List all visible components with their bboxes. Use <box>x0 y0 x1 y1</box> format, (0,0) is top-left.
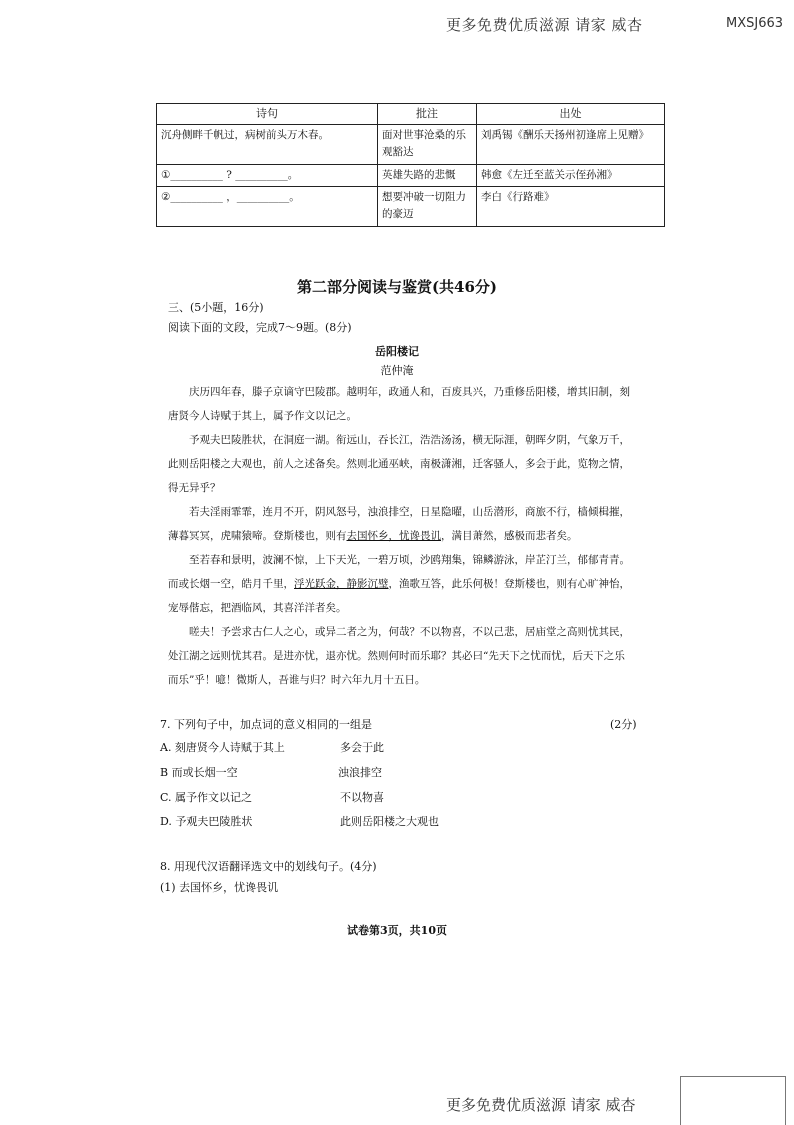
table-header-row <box>157 104 665 125</box>
option-a-right: 多会于此 <box>340 741 384 754</box>
paragraph: 予观夫巴陵胜状，在洞庭一湖。衔远山，吞长江，浩浩汤汤，横无际涯，朝晖夕阴，气象万千，此则岳阳楼之大观也，前人之述备矣。然则北通巫峡，南极潇湘，迁客骚人，多会于此，览物之情，得无异乎？ <box>168 434 630 494</box>
section-heading: 三、(5小题，16分) <box>168 301 264 314</box>
q8-stem: 8. 用现代汉语翻译选文中的划线句子。(4分) <box>160 860 377 873</box>
table-cell: 面对世事沧桑的乐观豁达 <box>378 125 477 165</box>
option-a: A. 刻唐贤今人诗赋于其上 <box>160 741 285 754</box>
table-header-cell: 出处 <box>477 104 665 125</box>
table-header-cell: 批注 <box>378 104 477 125</box>
table-row <box>157 187 665 227</box>
option-d-right: 此则岳阳楼之大观也 <box>340 815 439 828</box>
table-cell: 刘禹锡《酬乐天扬州初逢席上见赠》 <box>477 125 665 165</box>
footer-box <box>680 1076 786 1125</box>
paragraph: 至若春和景明，波澜不惊，上下天光，一碧万顷，沙鸥翔集，锦鳞游泳，岸芷汀兰，郁郁青青。而或长烟一空，皓月千里，浮光跃金，静影沉璧，渔歌互答，此乐何极！登斯楼也，则有心旷神怡，宠辱偕忘，把酒临风，其喜洋洋者矣。 <box>168 554 630 614</box>
table-cell: 沉舟侧畔千帆过，病树前头万木春。 <box>157 125 378 165</box>
q7-stem: 7. 下列句子中，加点词的意义相同的一组是 <box>160 718 372 731</box>
header-watermark-text: 更多免费优质滋源 请家 威杏 <box>446 16 643 34</box>
option-b-right: 浊浪排空 <box>338 766 382 779</box>
essay-title: 岳阳楼记 <box>375 345 419 358</box>
instruction-text: 阅读下面的文段，完成7～9题。(8分) <box>168 321 352 334</box>
option-d: D. 予观夫巴陵胜状 <box>160 815 253 828</box>
table-row <box>157 125 665 165</box>
q7-score: (2分) <box>610 718 637 731</box>
essay-author: 范仲淹 <box>380 364 414 377</box>
underlined-sentence: 浮光跃金，静影沉璧 <box>294 578 389 590</box>
option-c: C. 属予作文以记之 <box>160 791 253 804</box>
header-code: MXSJ663 <box>726 16 784 31</box>
table-cell: 李白《行路难》 <box>477 187 665 227</box>
q8-sub1: (1) 去国怀乡，忧谗畏讥 <box>160 881 279 894</box>
essay-passage <box>168 380 632 692</box>
option-c-right: 不以物喜 <box>340 791 384 804</box>
paragraph: 若夫淫雨霏霏，连月不开，阴风怒号，浊浪排空，日星隐曜，山岳潜形，商旅不行，樯倾楫摧，薄暮冥冥，虎啸猿啼。登斯楼也，则有去国怀乡，忧谗畏讥，满目萧然，感极而悲者矣。 <box>168 506 630 542</box>
paragraph: 庆历四年春，滕子京谪守巴陵郡。越明年，政通人和，百废具兴，乃重修岳阳楼，增其旧制，刻唐贤今人诗赋于其上，属予作文以记之。 <box>168 386 630 422</box>
table-cell: ②__________ ，__________。 <box>157 187 378 227</box>
part-title: 第二部分阅读与鉴赏(共46分) <box>296 278 498 296</box>
table-cell: ①__________ ? __________。 <box>157 164 378 186</box>
page-number: 试卷第3页，共10页 <box>347 924 447 937</box>
table-cell: 韩愈《左迁至蓝关示侄孙湘》 <box>477 164 665 186</box>
table-header-cell: 诗句 <box>157 104 378 125</box>
underlined-sentence: 去国怀乡，忧谗畏讥 <box>346 530 441 542</box>
paragraph: 嗟夫！予尝求古仁人之心，或异二者之为，何哉？不以物喜，不以己悲，居庙堂之高则忧其民，处江湖之远则忧其君。是进亦忧，退亦忧。然则何时而乐耶？其必曰“先天下之忧而忧，后天下之乐而乐”乎！噫！微斯人，吾谁与归？时六年九月十五日。 <box>168 626 630 686</box>
option-b: B 而或长烟一空 <box>160 766 238 779</box>
poem-table <box>156 103 665 227</box>
footer-watermark-text: 更多免费优质滋源 请家 威杏 <box>446 1096 636 1114</box>
table-cell: 英雄失路的悲慨 <box>378 164 477 186</box>
table-cell: 想要冲破一切阻力的豪迈 <box>378 187 477 227</box>
table-row <box>157 164 665 186</box>
